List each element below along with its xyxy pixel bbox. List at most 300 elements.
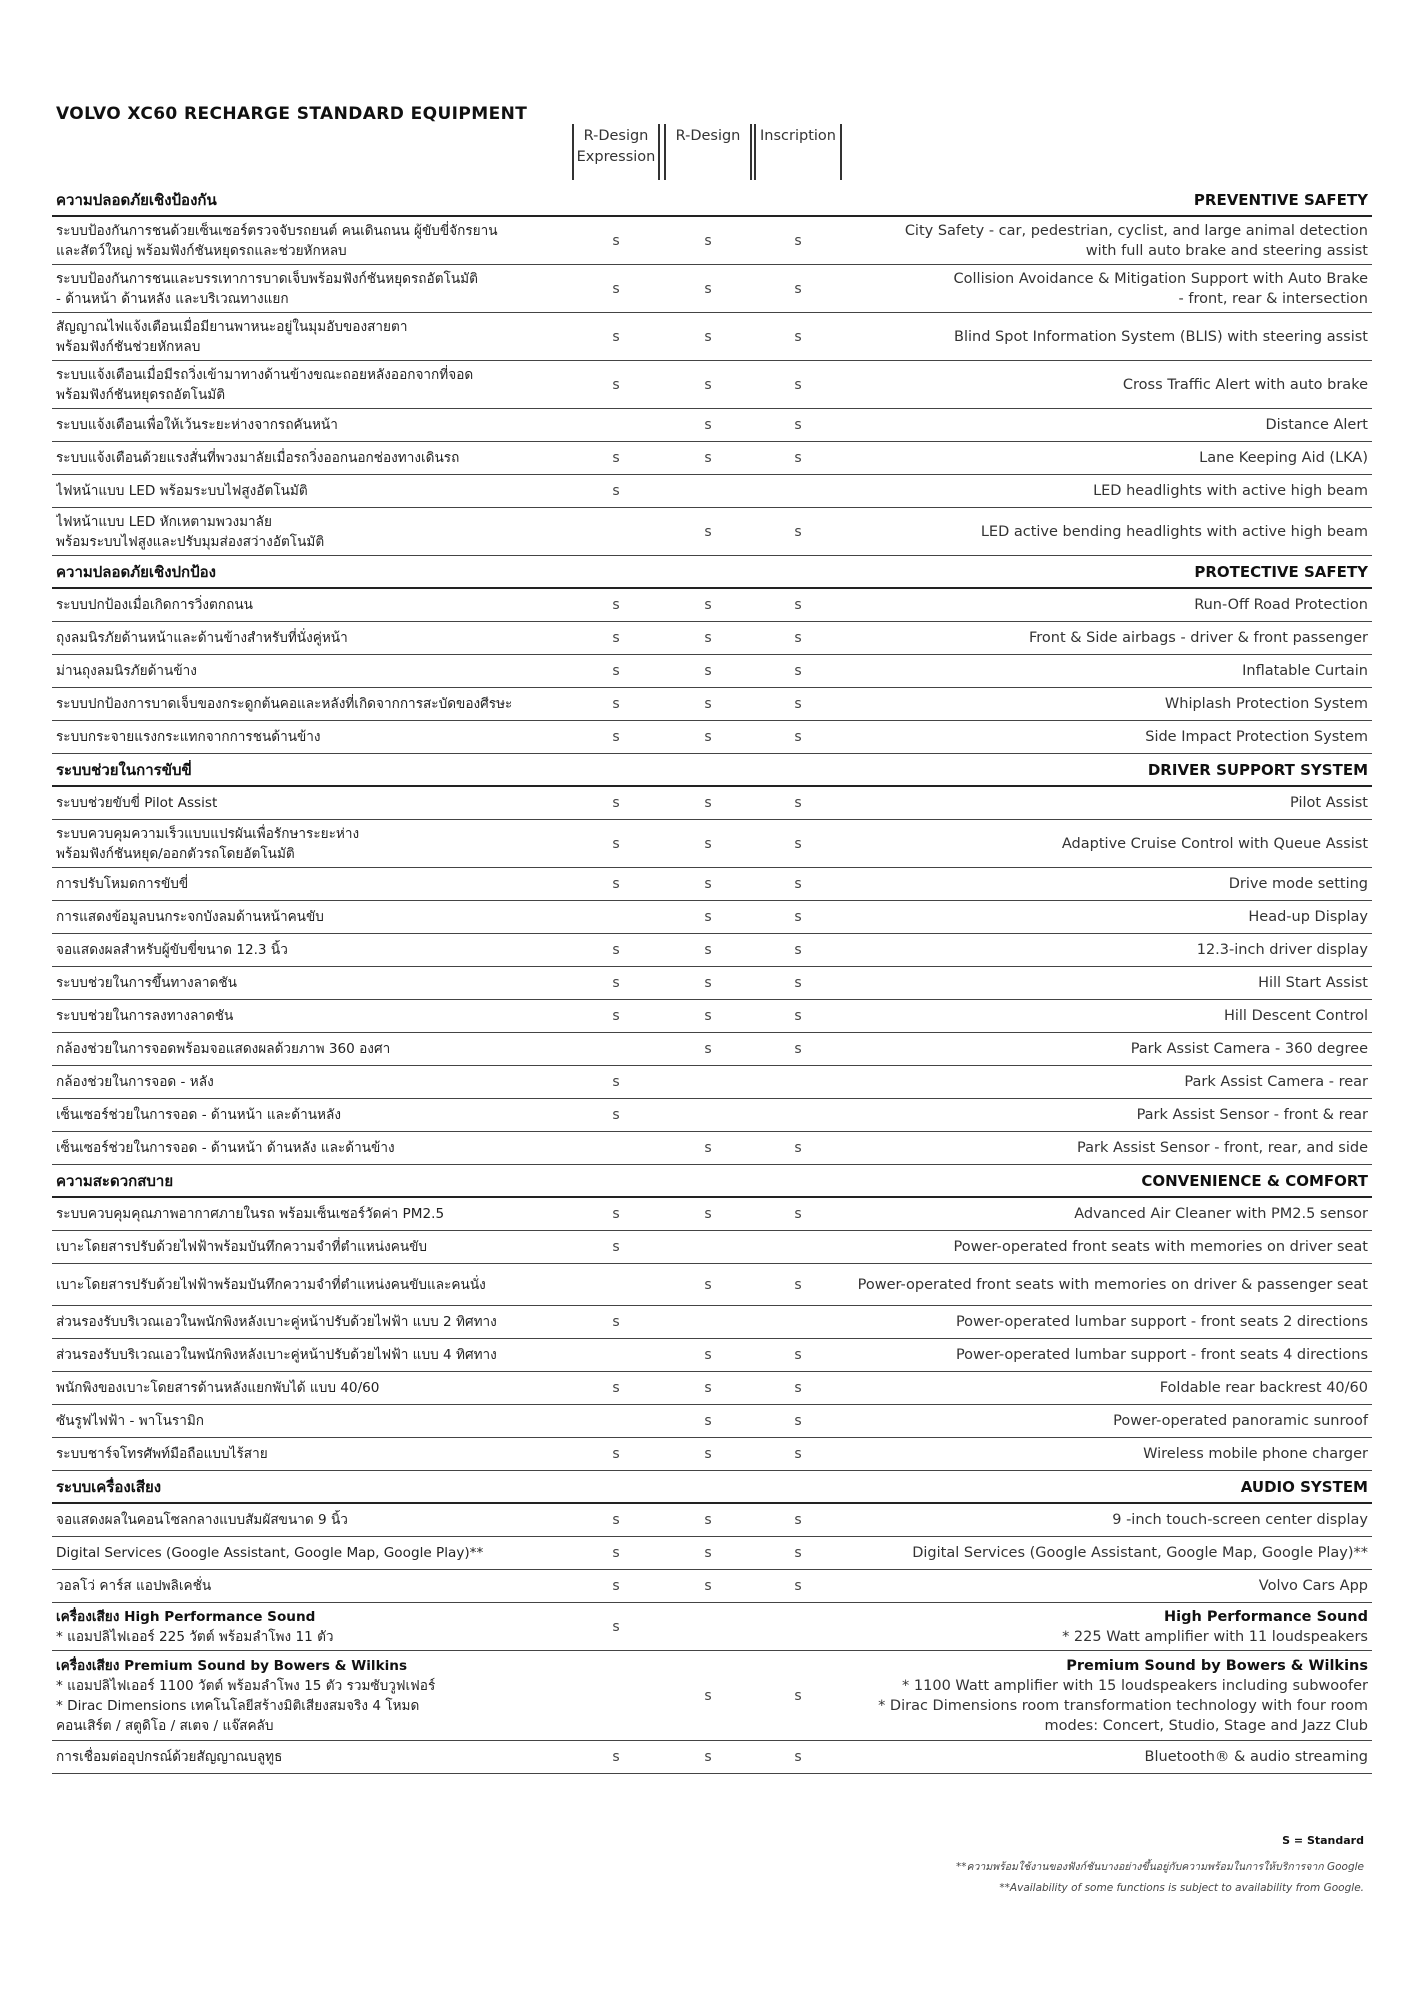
availability-cell: s [612,1206,620,1222]
text-line: Park Assist Camera - rear [1184,1074,1368,1090]
equipment-row [52,1000,1372,1033]
equipment-row [52,508,1372,556]
feature-name-english [1229,874,1368,894]
equipment-row [52,475,1372,508]
equipment-row [52,1033,1372,1066]
equipment-row [52,688,1372,721]
text-line: * 1100 Watt amplifier with 15 loudspeakers including subwoofer [902,1677,1368,1694]
feature-name-thai [56,1039,596,1059]
availability-cell: s [612,975,620,991]
text-line: modes: Concert, Studio, Stage and Jazz Club [1044,1717,1368,1734]
text-line: จอแสดงผลสำหรับผู้ขับขี่ขนาด 12.3 นิ้ว [56,942,288,958]
text-line: ซันรูฟไฟฟ้า - พาโนรามิก [56,1413,205,1429]
text-line: Drive mode setting [1228,876,1368,892]
feature-name-thai [56,1510,596,1530]
feature-name-english [878,1656,1368,1736]
text-line: ส่วนรองรับบริเวณเอวในพนักพิงหลังเบาะคู่หน้าปรับด้วยไฟฟ้า แบบ 2 ทิศทาง [56,1314,497,1330]
equipment-row [52,1132,1372,1165]
text-line: Hill Start Assist [1258,975,1368,991]
feature-name-english [1224,1006,1368,1026]
text-line: ส่วนรองรับบริเวณเอวในพนักพิงหลังเบาะคู่หน้าปรับด้วยไฟฟ้า แบบ 4 ทิศทาง [56,1347,497,1363]
text-line: - ด้านหน้า ด้านหลัง และบริเวณทางแยก [56,290,289,307]
feature-name-thai [56,1411,596,1431]
equipment-row [52,589,1372,622]
section-title-english [1194,562,1368,582]
feature-name-thai [56,1138,596,1158]
feature-name-thai [56,727,596,747]
availability-cell: s [704,1276,712,1293]
feature-name-english [954,1237,1368,1257]
availability-cell: s [794,1347,802,1363]
equipment-table [52,184,1372,1774]
text-line: เซ็นเซอร์ช่วยในการจอด - ด้านหน้า ด้านหลัง และด้านข้าง [56,1140,395,1156]
availability-cell: s [612,1239,620,1255]
text-line: ไฟหน้าแบบ LED พร้อมระบบไฟสูงอัตโนมัติ [56,483,308,499]
feature-name-english [956,1312,1368,1332]
feature-name-thai [56,1378,596,1398]
availability-cell: s [704,328,712,345]
feature-name-english [912,1543,1368,1563]
availability-cell: s [704,835,712,852]
text-line: Side Impact Protection System [1145,729,1368,745]
feature-name-english [954,269,1368,309]
feature-name-english [1248,907,1368,927]
availability-cell: s [612,942,620,958]
feature-name-thai [56,1312,596,1332]
column-header-label: Inscription [760,128,836,144]
availability-cell: s [794,1276,802,1293]
availability-cell: s [794,1413,802,1429]
text-line: ระบบป้องกันการชนด้วยเซ็นเซอร์ตรวจจับรถยนต์ คนเดินถนน ผู้ขับขี่จักรยาน [56,222,498,239]
feature-name-thai [56,1656,596,1736]
equipment-row [52,1264,1372,1306]
text-line: Adaptive Cruise Control with Queue Assist [1061,835,1368,852]
equipment-row [52,787,1372,820]
feature-name-thai [56,824,596,864]
feature-name-english [1194,595,1368,615]
equipment-row [52,622,1372,655]
footnote-english: **Availability of some functions is subject to availability from Google. [999,1882,1364,1894]
feature-name-thai [56,1607,596,1647]
section-header-row [52,1165,1372,1198]
availability-cell: s [794,909,802,925]
feature-name-thai [56,269,596,309]
section-title-thai [56,190,596,210]
column-header-label: R-Design Expression [576,128,656,165]
text-line: จอแสดงผลในคอนโซลกลางแบบสัมผัสขนาด 9 นิ้ว [56,1512,348,1528]
equipment-row [52,901,1372,934]
text-line: DRIVER SUPPORT SYSTEM [1147,760,1368,779]
feature-name-english [1199,448,1368,468]
feature-name-thai [56,512,596,552]
availability-cell: s [612,1446,620,1462]
text-line: Run-Off Road Protection [1194,597,1368,613]
availability-cell: s [612,795,620,811]
availability-cell: s [612,1380,620,1396]
feature-name-english [1093,481,1368,501]
availability-cell: s [794,663,802,679]
availability-cell: s [612,376,620,393]
section-title-english [1241,1477,1368,1497]
availability-cell: s [704,376,712,393]
text-line: เบาะโดยสารปรับด้วยไฟฟ้าพร้อมบันทึกความจำที่ตำแหน่งคนขับ [56,1239,428,1255]
availability-cell: s [612,835,620,852]
availability-cell: s [612,1578,620,1594]
text-line: การแสดงข้อมูลบนกระจกบังลมด้านหน้าคนขับ [56,909,324,925]
legend-standard: S = Standard [1282,1834,1364,1847]
text-line: Pilot Assist [1290,795,1368,811]
section-header-row [52,556,1372,589]
text-line: คอนเสิร์ต / สตูดิโอ / สเตจ / แจ๊สคลับ [56,1717,274,1734]
availability-cell: s [794,630,802,646]
feature-name-english [1123,375,1368,395]
text-line: Foldable rear backrest 40/60 [1159,1380,1368,1396]
availability-cell: s [704,232,712,249]
text-line: * Dirac Dimensions เทคโนโลยีสร้างมิติเสียงสมจริง 4 โหมด [56,1697,420,1714]
equipment-row [52,313,1372,361]
equipment-row [52,868,1372,901]
availability-cell: s [612,696,620,712]
feature-name-thai [56,1543,596,1563]
feature-name-thai [56,1204,596,1224]
availability-cell: s [794,280,802,297]
text-line: ระบบช่วยในการขึ้นทางลาดชัน [56,975,237,991]
equipment-row [52,1099,1372,1132]
text-line: PROTECTIVE SAFETY [1194,562,1368,581]
text-line: Lane Keeping Aid (LKA) [1199,450,1368,466]
equipment-row [52,1306,1372,1339]
column-header-label: R-Design [675,128,741,144]
availability-cell: s [612,663,620,679]
page-title: VOLVO XC60 RECHARGE STANDARD EQUIPMENT [56,104,528,124]
availability-cell: s [704,729,712,745]
section-header-row [52,1471,1372,1504]
feature-name-english [981,522,1368,542]
availability-cell: s [794,1140,802,1156]
column-header-inscription [754,124,842,180]
feature-name-thai [56,365,596,405]
text-line: Power-operated lumbar support - front seats 4 directions [955,1347,1368,1363]
text-line: Bluetooth® & audio streaming [1144,1749,1368,1765]
section-title-thai [56,1171,596,1191]
text-line: พร้อมฟังก์ชันหยุดรถอัตโนมัติ [56,386,226,403]
text-line: Head-up Display [1248,909,1368,925]
availability-cell: s [704,696,712,712]
availability-cell: s [794,835,802,852]
feature-name-thai [56,448,596,468]
text-line: with full auto brake and steering assist [1085,242,1368,259]
column-header-r-design [664,124,752,180]
text-line: ระบบช่วยในการลงทางลาดชัน [56,1008,234,1024]
feature-name-english [1265,415,1368,435]
availability-cell: s [704,450,712,466]
feature-name-thai [56,1072,596,1092]
text-line: PREVENTIVE SAFETY [1193,190,1368,209]
text-line: Volvo Cars App [1258,1578,1368,1594]
text-line: Park Assist Camera - 360 degree [1130,1041,1368,1057]
availability-cell: s [794,1008,802,1024]
equipment-row [52,1405,1372,1438]
availability-cell: s [612,876,620,892]
availability-cell: s [704,909,712,925]
feature-name-thai [56,874,596,894]
availability-cell: s [794,1512,802,1528]
text-line: พร้อมฟังก์ชันช่วยหักหลบ [56,338,201,355]
text-line: ระบบแจ้งเตือนด้วยแรงสั่นที่พวงมาลัยเมื่อรถวิ่งออกนอกช่องทางเดินรถ [56,450,460,466]
availability-cell: s [794,795,802,811]
equipment-row [52,1198,1372,1231]
text-line: Premium Sound by Bowers & Wilkins [1066,1657,1368,1674]
feature-name-thai [56,317,596,357]
feature-name-thai [56,481,596,501]
feature-name-thai [56,1576,596,1596]
text-line: Power-operated front seats with memories on driver seat [953,1239,1368,1255]
availability-cell: s [794,1687,802,1704]
availability-cell: s [704,630,712,646]
text-line: การเชื่อมต่ออุปกรณ์ด้วยสัญญาณบลูทูธ [56,1749,283,1765]
availability-cell: s [704,1578,712,1594]
text-line: Wireless mobile phone charger [1143,1446,1368,1462]
availability-cell: s [704,975,712,991]
equipment-row [52,1231,1372,1264]
availability-cell: s [704,1413,712,1429]
text-line: * แอมปลิไฟเออร์ 225 วัตต์ พร้อมลำโพง 11 ตัว [56,1628,334,1645]
equipment-row [52,409,1372,442]
availability-cell: s [794,876,802,892]
availability-cell: s [704,1140,712,1156]
feature-name-english [1062,834,1368,854]
text-line: Distance Alert [1265,417,1368,433]
availability-cell: s [704,1206,712,1222]
equipment-row [52,1372,1372,1405]
feature-name-english [1113,1411,1368,1431]
feature-name-english [1137,1105,1368,1125]
text-line: * แอมปลิไฟเออร์ 1100 วัตต์ พร้อมลำโพง 15 ตัว รวมซับวูฟเฟอร์ [56,1677,436,1694]
feature-name-english [1160,1378,1368,1398]
text-line: ระบบควบคุมความเร็วแบบแปรผันเพื่อรักษาระยะห่าง [56,825,360,842]
text-line: ความปลอดภัยเชิงป้องกัน [56,190,217,209]
feature-name-thai [56,793,596,813]
feature-name-thai [56,1237,596,1257]
availability-cell: s [794,1578,802,1594]
equipment-row [52,1651,1372,1741]
equipment-row [52,1438,1372,1471]
availability-cell: s [704,1008,712,1024]
text-line: Power-operated front seats with memories on driver & passenger seat [857,1276,1368,1293]
availability-cell: s [794,1206,802,1222]
availability-cell: s [612,729,620,745]
text-line: Power-operated lumbar support - front seats 2 directions [955,1314,1368,1330]
section-title-english [1194,190,1368,210]
text-line: Hill Descent Control [1223,1008,1368,1024]
feature-name-english [1143,1444,1368,1464]
availability-cell: s [612,450,620,466]
equipment-row [52,217,1372,265]
section-title-thai [56,760,596,780]
text-line: ระบบแจ้งเตือนเมื่อมีรถวิ่งเข้ามาทางด้านข้างขณะถอยหลังออกจากที่จอด [56,366,474,383]
availability-cell: s [794,975,802,991]
text-line: พร้อมระบบไฟสูงและปรับมุมส่องสว่างอัตโนมัติ [56,533,325,550]
availability-cell: s [794,1041,802,1057]
availability-cell: s [704,663,712,679]
text-line: 12.3-inch driver display [1196,942,1368,958]
text-line: เซ็นเซอร์ช่วยในการจอด - ด้านหน้า และด้านหลัง [56,1107,341,1123]
text-line: Inflatable Curtain [1242,663,1368,679]
equipment-row [52,1537,1372,1570]
text-line: ความสะดวกสบาย [56,1171,174,1190]
availability-cell: s [704,1380,712,1396]
equipment-row [52,442,1372,475]
feature-name-english [1112,1510,1368,1530]
feature-name-english [858,1275,1368,1295]
feature-name-thai [56,1275,596,1295]
availability-cell: s [612,597,620,613]
feature-name-english [1145,1747,1368,1767]
text-line: Blind Spot Information System (BLIS) with steering assist [954,328,1368,345]
feature-name-thai [56,1105,596,1125]
availability-cell: s [612,280,620,297]
availability-cell: s [704,942,712,958]
equipment-row [52,1603,1372,1651]
feature-name-english [1062,1607,1368,1647]
text-line: ระบบช่วยขับขี่ Pilot Assist [56,795,218,811]
feature-name-english [905,221,1368,261]
feature-name-thai [56,628,596,648]
availability-cell: s [794,417,802,433]
availability-cell: s [794,597,802,613]
text-line: สัญญาณไฟแจ้งเตือนเมื่อมียานพาหนะอยู่ในมุมอับของสายตา [56,318,408,335]
equipment-row [52,721,1372,754]
text-line: ระบบป้องกันการชนและบรรเทาการบาดเจ็บพร้อมฟังก์ชันหยุดรถอัตโนมัติ [56,270,478,287]
feature-name-thai [56,907,596,927]
text-line: วอลโว่ คาร์ส แอปพลิเคชั่น [56,1578,212,1594]
equipment-row [52,934,1372,967]
text-line: ระบบแจ้งเตือนเพื่อให้เว้นระยะห่างจากรถคันหน้า [56,417,338,433]
text-line: Park Assist Sensor - front & rear [1136,1107,1368,1123]
availability-cell: s [612,1512,620,1528]
text-line: พร้อมฟังก์ชันหยุด/ออกตัวรถโดยอัตโนมัติ [56,845,295,862]
availability-cell: s [704,417,712,433]
feature-name-thai [56,661,596,681]
availability-cell: s [704,597,712,613]
availability-cell: s [794,523,802,540]
section-title-thai [56,562,596,582]
equipment-row [52,1570,1372,1603]
availability-cell: s [612,1545,620,1561]
text-line: High Performance Sound [1163,1608,1368,1625]
feature-name-english [954,327,1368,347]
availability-cell: s [612,1749,620,1765]
text-line: Cross Traffic Alert with auto brake [1122,376,1368,393]
availability-cell: s [612,1618,620,1635]
feature-name-english [1074,1204,1368,1224]
availability-cell: s [612,630,620,646]
availability-cell: s [704,1687,712,1704]
feature-name-english [1131,1039,1368,1059]
feature-name-english [1290,793,1368,813]
availability-cell: s [794,729,802,745]
availability-cell: s [794,1545,802,1561]
text-line: พนักพิงของเบาะโดยสารด้านหลังแยกพับได้ แบบ 40/60 [56,1380,380,1396]
text-line: Collision Avoidance & Mitigation Support with Auto Brake [953,270,1368,287]
availability-cell: s [704,1749,712,1765]
text-line: การปรับโหมดการขับขี่ [56,876,189,892]
text-line: ระบบชาร์จโทรศัพท์มือถือแบบไร้สาย [56,1446,268,1462]
text-line: LED active bending headlights with active high beam [980,523,1368,540]
footnote-thai: **ความพร้อมใช้งานของฟังก์ชันบางอย่างขึ้นอยู่กับความพร้อมในการให้บริการจาก Google [955,1861,1364,1873]
feature-name-english [1242,661,1368,681]
feature-name-english [1197,940,1368,960]
text-line: CONVENIENCE & COMFORT [1141,1171,1368,1190]
feature-name-thai [56,1444,596,1464]
equipment-row [52,820,1372,868]
feature-name-english [1077,1138,1368,1158]
text-line: เบาะโดยสารปรับด้วยไฟฟ้าพร้อมบันทึกความจำที่ตำแหน่งคนขับและคนนั่ง [56,1276,486,1293]
availability-cell: s [704,280,712,297]
text-line: LED headlights with active high beam [1093,483,1368,499]
availability-cell: s [612,1008,620,1024]
feature-name-english [1258,973,1368,993]
text-line: Whiplash Protection System [1164,696,1368,712]
feature-name-thai [56,595,596,615]
text-line: Front & Side airbags - driver & front passenger [1028,630,1368,646]
text-line: Digital Services (Google Assistant, Google Map, Google Play)** [912,1545,1368,1561]
text-line: ระบบช่วยในการขับขี่ [56,760,192,779]
availability-cell: s [704,1512,712,1528]
availability-cell: s [612,1314,620,1330]
section-header-row [52,184,1372,217]
section-title-english [1141,1171,1368,1191]
availability-cell: s [794,942,802,958]
availability-cell: s [794,1446,802,1462]
equipment-row [52,1066,1372,1099]
text-line: ระบบเครื่องเสียง [56,1477,162,1496]
feature-name-english [1259,1576,1368,1596]
availability-cell: s [794,1749,802,1765]
text-line: Park Assist Sensor - front, rear, and side [1077,1140,1368,1156]
equipment-row [52,1741,1372,1774]
text-line: ความปลอดภัยเชิงปกป้อง [56,562,216,581]
feature-name-thai [56,1006,596,1026]
availability-cell: s [704,876,712,892]
text-line: เครื่องเสียง Premium Sound by Bowers & Wilkins [56,1657,408,1674]
text-line: 9 -inch touch-screen center display [1112,1512,1368,1528]
availability-cell: s [704,795,712,811]
feature-name-english [956,1345,1368,1365]
text-line: Digital Services (Google Assistant, Google Map, Google Play)** [56,1545,484,1561]
availability-cell: s [704,1545,712,1561]
text-line: ระบบควบคุมคุณภาพอากาศภายในรถ พร้อมเซ็นเซอร์วัดค่า PM2.5 [56,1206,445,1222]
feature-name-thai [56,940,596,960]
availability-cell: s [612,1074,620,1090]
feature-name-thai [56,1747,596,1767]
feature-name-english [1165,694,1368,714]
equipment-row [52,1504,1372,1537]
text-line: * Dirac Dimensions room transformation technology with four room [878,1697,1368,1714]
column-header-r-design-expression [572,124,660,180]
text-line: ระบบปกป้องการบาดเจ็บของกระดูกต้นคอและหลังที่เกิดจากการสะบัดของศีรษะ [56,696,513,712]
text-line: ม่านถุงลมนิรภัยด้านข้าง [56,663,197,679]
availability-cell: s [794,450,802,466]
feature-name-english [1029,628,1368,648]
text-line: Power-operated panoramic sunroof [1113,1413,1368,1429]
text-line: และสัตว์ใหญ่ พร้อมฟังก์ชันหยุดรถและช่วยหักหลบ [56,242,347,259]
availability-cell: s [794,328,802,345]
text-line: กล้องช่วยในการจอดพร้อมจอแสดงผลด้วยภาพ 360 องศา [56,1041,391,1057]
availability-cell: s [612,328,620,345]
availability-cell: s [704,523,712,540]
feature-name-english [1145,727,1368,747]
